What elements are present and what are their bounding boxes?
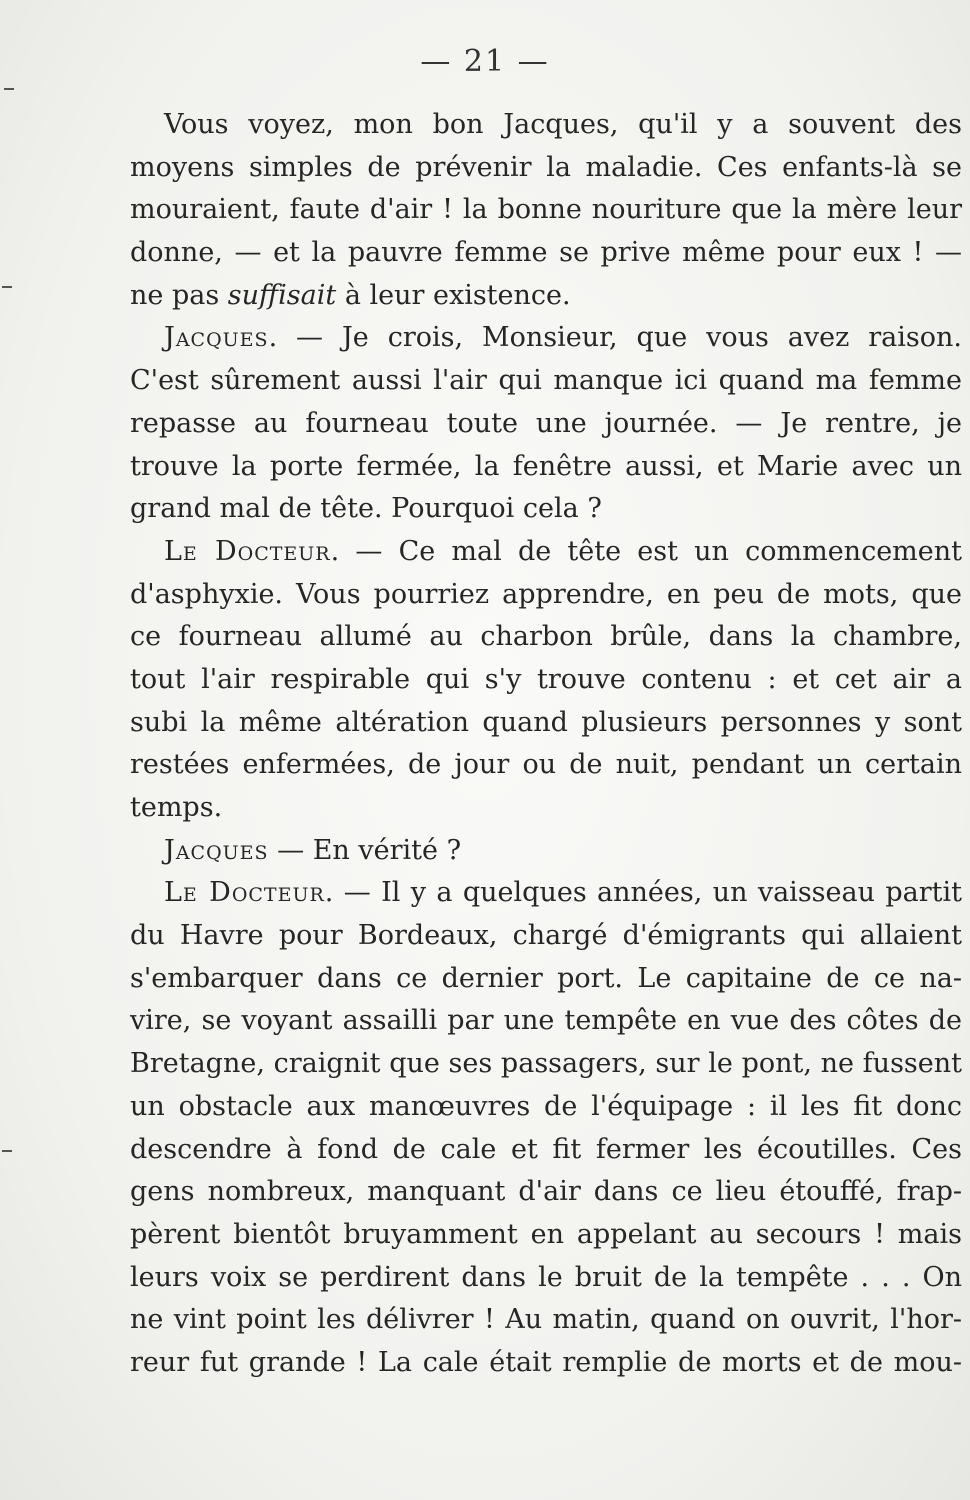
text-segment: leurs voix se perdirent dans le bruit de la tempête . . . On [130,1261,962,1293]
text-segment: ne pas [130,279,228,311]
text-segment: — En vérité ? [268,834,462,866]
text-segment: . — Il y a quelques années, un vaisseau partit [324,877,962,909]
text-segment: un obstacle aux manœuvres de l'équipage : il les fit donc [130,1090,962,1122]
text-segment: Bretagne, craignit que ses passagers, sur le pont, ne fussent [130,1048,962,1080]
text-line [130,958,962,1001]
text-segment: du Havre pour Bordeaux, chargé d'émigrants qui allaient [130,920,962,952]
text-segment: d'asphyxie. Vous pourriez apprendre, en peu de mots, que [130,578,962,610]
text-segment: mouraient, faute d'air ! la bonne nouriture que la mère leur [130,194,962,226]
text-line [130,1214,962,1257]
text-segment: descendre à fond de cale et fit fermer les écoutilles. Ces [130,1133,962,1165]
text-segment: donne, — et la pauvre femme se prive même pour eux ! — [130,237,962,269]
text-segment: C'est sûrement aussi l'air qui manque ici quand ma femme [130,365,962,397]
text-line [130,104,962,147]
text-line [130,1299,962,1342]
text-segment: . — Je crois, Monsieur, que vous avez raison. [268,322,962,354]
emphasis-text: suffisait [227,279,337,311]
text-line [130,275,962,318]
text-segment: trouve la porte fermée, la fenêtre aussi, et Marie avec un [130,450,962,482]
text-segment: vire, se voyant assailli par une tempête en vue des côtes de [130,1005,962,1037]
text-segment: Vous voyez, mon bon Jacques, qu'il y a souvent des [164,109,962,140]
text-line [130,574,962,617]
text-line [130,744,962,787]
text-line [130,915,962,958]
text-line [130,488,962,531]
text-segment: reur fut grande ! La cale était remplie de morts et de mou- [130,1346,962,1378]
text-line [130,403,962,446]
text-line [130,232,962,275]
edge-mark [2,1150,12,1152]
text-line [130,616,962,659]
speaker-name: Jacques [164,322,269,354]
text-line [130,1257,962,1300]
edge-mark [4,88,14,90]
text-segment: temps. [130,792,223,823]
text-line [130,787,962,830]
text-line [130,702,962,745]
text-segment: ce fourneau allumé au charbon brûle, dans la chambre, [130,621,962,653]
text-line [130,1000,962,1043]
text-line [130,1342,962,1385]
text-line [130,1043,962,1086]
text-line [130,659,962,702]
text-segment: . — Ce mal de tête est un commencement [330,535,962,567]
text-segment: s'embarquer dans ce dernier port. Le capitaine de ce na- [130,962,962,994]
text-segment: moyens simples de prévenir la maladie. Ces enfants-là se [130,151,962,183]
page-number: — 21 — [420,44,550,79]
text-segment: à leur existence. [336,279,571,311]
text-line [130,531,962,574]
text-segment: ne vint point les délivrer ! Au matin, quand on ouvrit, l'hor- [130,1304,962,1336]
edge-mark [2,286,12,288]
text-line [130,446,962,489]
text-segment: restées enfermées, de jour ou de nuit, pendant un certain [130,749,962,781]
text-line [130,189,962,232]
speaker-name: Le Docteur [164,535,331,567]
text-line [130,1129,962,1172]
text-line [130,147,962,190]
text-line [130,1086,962,1129]
text-segment: grand mal de tête. Pourquoi cela ? [130,493,602,525]
text-segment: repasse au fourneau toute une journée. — Je rentre, je [130,407,962,439]
text-line [130,360,962,403]
speaker-name: Le Docteur [164,877,325,909]
text-segment: subi la même altération quand plusieurs personnes y sont [130,706,962,738]
speaker-name: Jacques [164,834,269,866]
text-line [130,317,962,360]
text-segment: tout l'air respirable qui s'y trouve contenu : et cet air a [130,663,962,695]
text-line [130,1171,962,1214]
text-segment: gens nombreux, manquant d'air dans ce lieu étouffé, frap- [130,1176,962,1208]
text-segment: pèrent bientôt bruyamment en appelant au secours ! mais [130,1218,962,1250]
text-line [130,872,962,915]
body-text [130,104,962,1385]
text-line [130,830,962,873]
